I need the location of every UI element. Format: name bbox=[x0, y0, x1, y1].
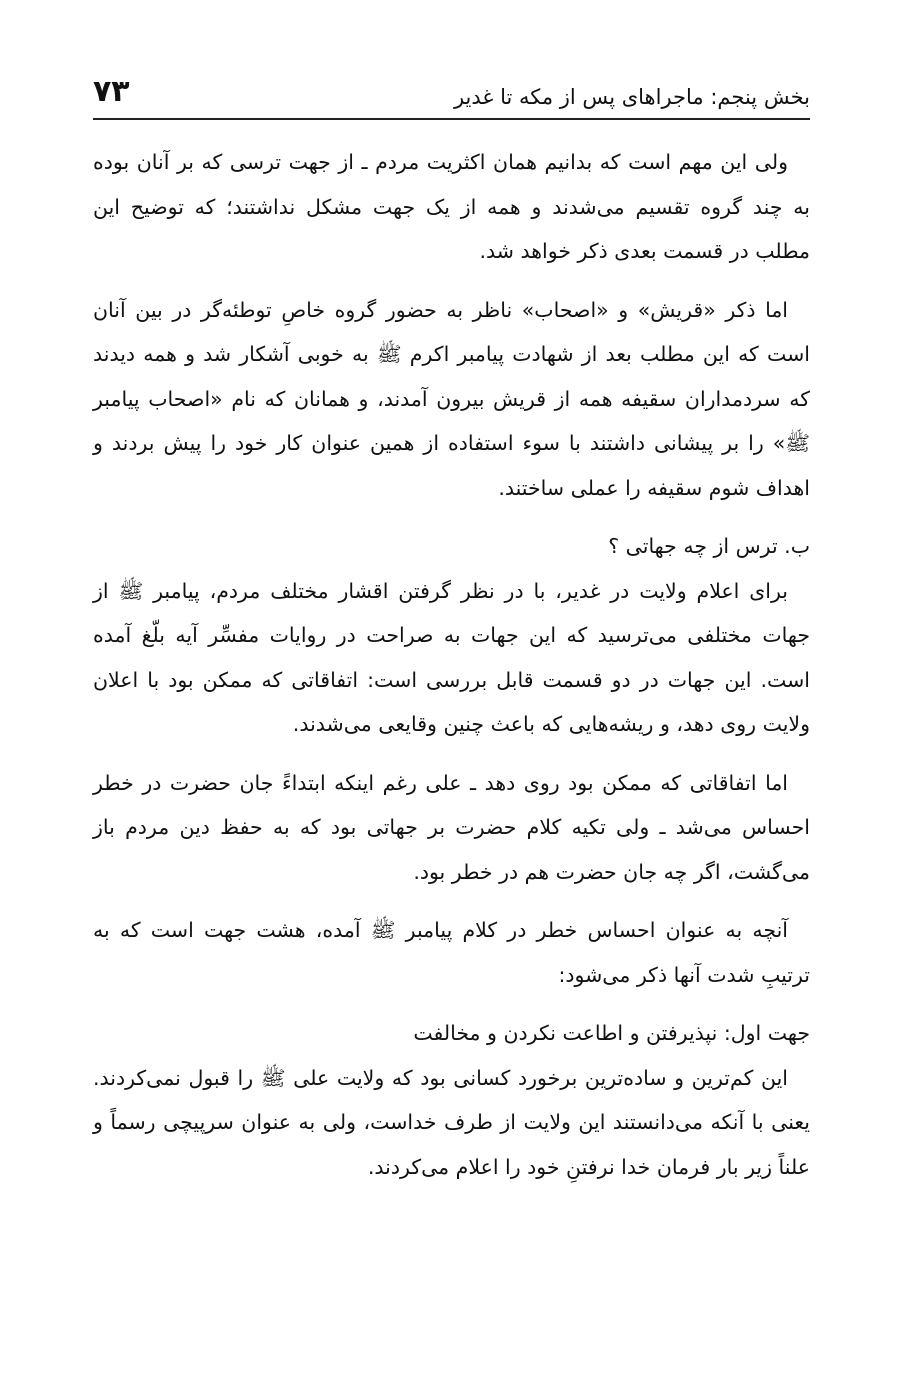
page-number: ۷۳ bbox=[93, 74, 130, 109]
paragraph-2: اما ذکر «قریش» و «اصحاب» ناظر به حضور گروه خاصِ توطئه‌گر در بین آنان است که این مطلب بعد از شهادت پیامبر اکرم ﷺ به خوبی آشکار شد و همه دیدند که سردمداران سقیفه همه از قریش بیرون آمدند، و همانان که نام «اصحاب پیامبر ﷺ» را بر پیشانی داشتند با سوء استفاده از همین عنوان کار خود را پیش بردند و اهداف شوم سقیفه را عملی ساختند. bbox=[93, 297, 810, 500]
section-heading-b: ب. ترس از چه جهاتی ؟ bbox=[608, 534, 810, 558]
paragraph-3: برای اعلام ولایت در غدیر، با در نظر گرفتن اقشار مختلف مردم، پیامبر ﷺ از جهات مختلفی می‌ترسید که این جهات به صراحت در روایات مفسِّر آیه بلّغ آمده است. این جهات در دو قسمت قابل بررسی است: اتفاقاتی که ممکن بود با اعلان ولایت روی دهد، و ریشه‌هایی که باعث چنین وقایعی می‌شدند. bbox=[93, 578, 810, 736]
page-header bbox=[93, 60, 810, 120]
book-page bbox=[93, 60, 810, 1360]
page-body bbox=[93, 140, 810, 1189]
paragraph-4: اما اتفاقاتی که ممکن بود روی دهد ـ علی رغم اینکه ابتداءً جان حضرت در خطر احساس می‌شد ـ ولی تکیه کلام حضرت بر جهاتی بود که به حفظ دین مردم باز می‌گشت، اگر چه جان حضرت هم در خطر بود. bbox=[93, 770, 810, 884]
running-title: بخش پنجم: ماجراهای پس از مکه تا غدیر bbox=[453, 85, 810, 109]
paragraph-5: آنچه به عنوان احساس خطر در کلام پیامبر ﷺ آمده، هشت جهت است که به ترتیبِ شدت آنها ذکر می‌شود: bbox=[93, 918, 810, 987]
section-heading-first-aspect: جهت اول: نپذیرفتن و اطاعت نکردن و مخالفت bbox=[413, 1021, 810, 1045]
paragraph-6: این کم‌ترین و ساده‌ترین برخورد کسانی بود که ولایت علی ﷺ را قبول نمی‌کردند. یعنی با آنکه می‌دانستند این ولایت از طرف خداست، ولی به عنوان سرپیچی رسماً و علناً زیر بار فرمان خدا نرفتنِ خود را اعلام می‌کردند. bbox=[93, 1065, 810, 1179]
paragraph-1: ولی این مهم است که بدانیم همان اکثریت مردم ـ از جهت ترسی که بر آنان بوده به چند گروه تقسیم می‌شدند و همه از یک جهت مشکل نداشتند؛ که توضیح این مطلب در قسمت بعدی ذکر خواهد شد. bbox=[93, 150, 810, 263]
